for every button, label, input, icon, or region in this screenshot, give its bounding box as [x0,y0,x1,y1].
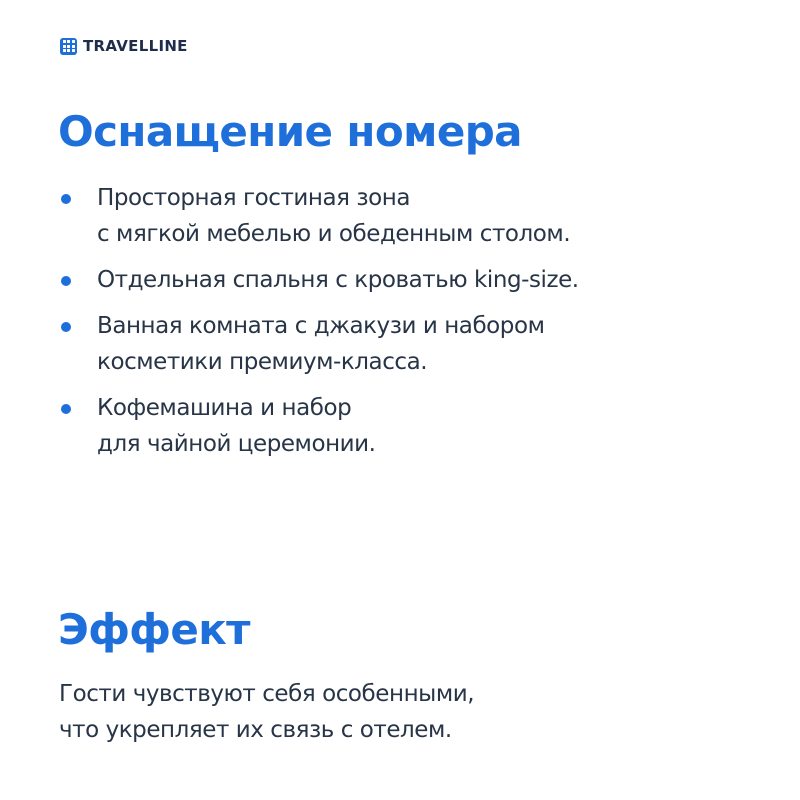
list-item-line: Ванная комната с джакузи и набором [97,313,545,339]
list-item-line: косметики премиум-класса. [97,349,428,375]
bullet-icon [61,276,71,286]
logo-text: TRAVELLINE [83,37,188,55]
effect-description [59,676,474,748]
list-item-line: Просторная гостиная зона [97,185,411,211]
equipment-heading: Оснащение номера [58,107,522,156]
bullet-icon [61,194,71,204]
list-item [60,308,579,380]
list-item-line: с мягкой мебелью и обеденным столом. [97,221,571,247]
list-item [60,262,579,298]
bullet-icon [61,322,71,332]
list-item-line: Кофемашина и набор [97,395,352,421]
list-item [60,390,579,462]
effect-line: Гости чувствуют себя особенными, [59,681,475,707]
list-item [60,180,579,252]
travelline-grid-icon [60,38,77,55]
bullet-icon [61,404,71,414]
list-item-line: Отдельная спальня с кроватью king-size. [97,267,579,293]
effect-heading: Эффект [58,605,250,654]
equipment-list [60,180,579,472]
effect-line: что укрепляет их связь с отелем. [59,717,452,743]
brand-logo [60,36,188,56]
list-item-line: для чайной церемонии. [97,431,376,457]
